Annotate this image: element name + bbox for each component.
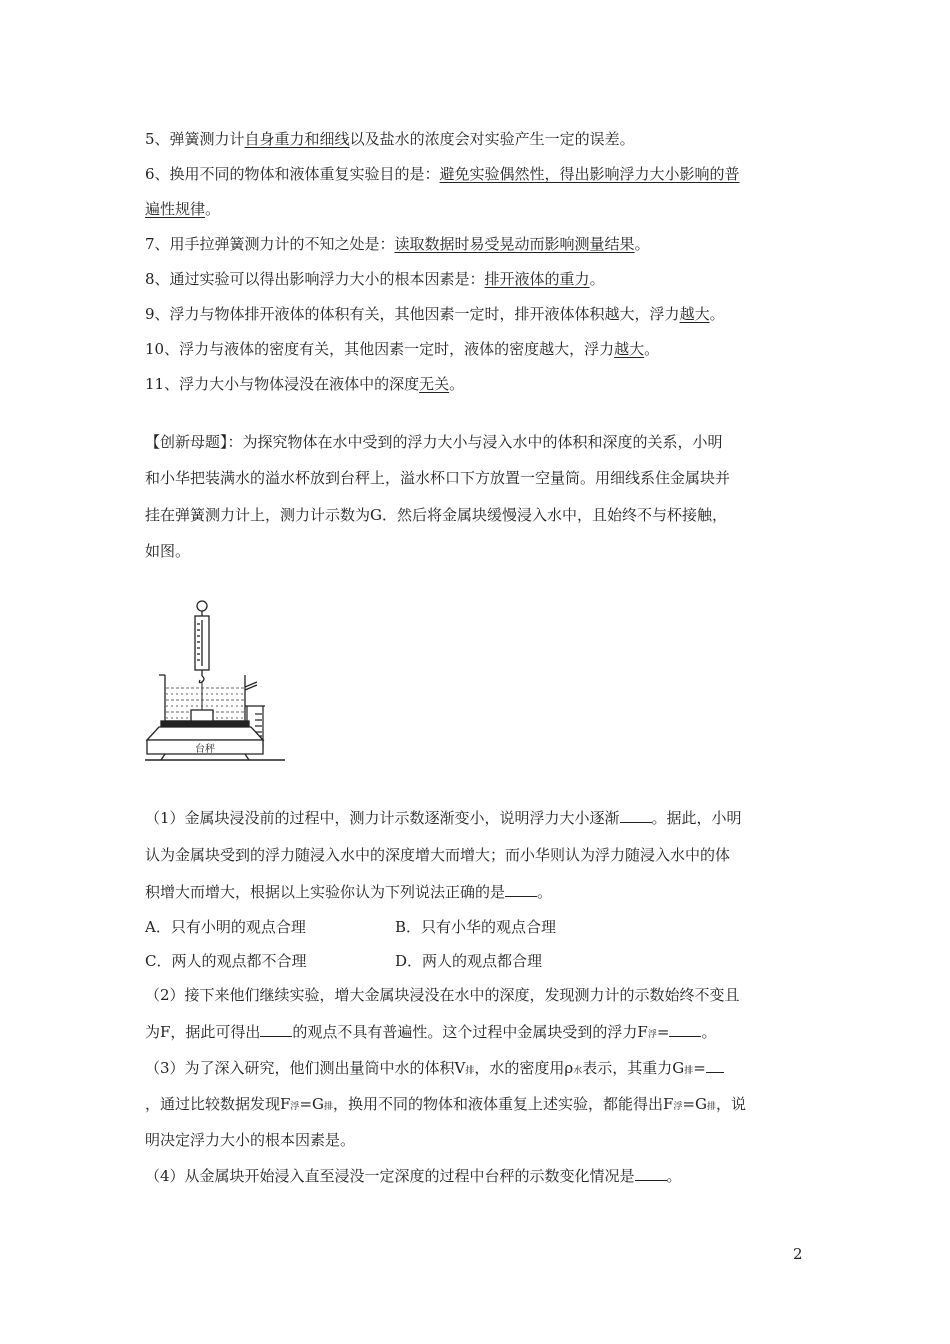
- answer-blank[interactable]: [505, 882, 537, 897]
- answer-blank[interactable]: [260, 1022, 292, 1037]
- answer-underline: 越大: [614, 340, 645, 358]
- problem-line-3: 挂在弹簧测力计上，测力计示数为G．然后将金属块缓慢浸入水中，且始终不与杯接触，: [145, 506, 727, 524]
- q1-line-1: （1）金属块浸没前的过程中，测力计示数逐渐变小，说明浮力大小逐渐 。据此，小明: [145, 809, 742, 827]
- line-11: 11、浮力大小与物体浸没在液体中的深度无关。: [145, 375, 465, 393]
- answer-underline: 无关: [419, 375, 450, 393]
- line-5: 5、弹簧测力计自身重力和细线以及盐水的浓度会对实验产生一定的误差。: [145, 130, 635, 148]
- line-6: 6、换用不同的物体和液体重复实验目的是：避免实验偶然性，得出影响浮力大小影响的普: [145, 165, 740, 183]
- answer-underline: 避免实验偶然性，得出影响浮力大小影响的普: [439, 165, 740, 183]
- answer-underline: 越大: [679, 305, 710, 323]
- answer-blank[interactable]: [635, 1166, 667, 1181]
- answer-underline: 读取数据时易受晃动而影响测量结果: [394, 235, 635, 253]
- spring-scale-icon: [195, 601, 209, 683]
- line-7: 7、用手拉弹簧测力计的不知之处是：读取数据时易受晃动而影响测量结果。: [145, 235, 650, 253]
- answer-blank[interactable]: [669, 1022, 701, 1037]
- q1-line-2: 认为金属块受到的浮力随浸入水中的深度增大而增大；而小华则认为浮力随浸入水中的体: [145, 846, 731, 864]
- answer-blank[interactable]: [620, 808, 652, 823]
- q2-line-2: 为F，据此可得出 的观点不具有普遍性。这个过程中金属块受到的浮力F浮= 。: [145, 1023, 717, 1041]
- line-6-cont: 遍性规律。: [145, 200, 221, 218]
- answer-underline: 自身重力和细线: [244, 130, 350, 148]
- option-b[interactable]: B．只有小华的观点合理: [395, 918, 557, 936]
- scale-label: 台秤: [195, 744, 215, 755]
- q1-line-3: 积增大而增大，根据以上实验你认为下列说法正确的是 。: [145, 883, 553, 901]
- page-number: 2: [793, 1245, 803, 1263]
- line-9: 9、浮力与物体排开液体的体积有关，其他因素一定时，排开液体体积越大，浮力越大。: [145, 305, 725, 323]
- option-d[interactable]: D．两人的观点都合理: [395, 952, 543, 970]
- line-8: 8、通过实验可以得出影响浮力大小的根本因素是：排开液体的重力。: [145, 270, 605, 288]
- problem-line-2: 和小华把装满水的溢水杯放到台秤上，溢水杯口下方放置一空量筒。用细线系住金属块并: [145, 469, 731, 487]
- answer-underline: 遍性规律: [145, 200, 206, 218]
- option-c[interactable]: C．两人的观点都不合理: [145, 952, 307, 970]
- scale-base-icon: [145, 721, 285, 760]
- line-10: 10、浮力与液体的密度有关，其他因素一定时，液体的密度越大，浮力越大。: [145, 340, 660, 358]
- answer-blank[interactable]: [706, 1058, 724, 1073]
- problem-line-1: 【创新母题】：为探究物体在水中受到的浮力大小与浸入水中的体积和深度的关系，小明: [145, 433, 723, 451]
- q3-line-3: 明决定浮力大小的根本因素是。: [145, 1131, 356, 1149]
- answer-underline: 排开液体的重力: [484, 270, 590, 288]
- experiment-diagram: [145, 590, 290, 775]
- q4-line-1: （4）从金属块开始浸入直至浸没一定深度的过程中台秤的示数变化情况是 。: [145, 1167, 682, 1185]
- q2-line-1: （2）接下来他们继续实验，增大金属块浸没在水中的深度，发现测力计的示数始终不变且: [145, 986, 740, 1004]
- q3-line-1: （3）为了深入研究，他们测出量筒中水的体积V排，水的密度用ρ水表示，其重力G排=: [145, 1058, 810, 1081]
- problem-line-4: 如图。: [145, 542, 191, 560]
- q3-line-2: ，通过比较数据发现F浮=G排，换用不同的物体和液体重复上述实验，都能得出F浮=G排，说: [145, 1095, 747, 1113]
- experiment-figure: [145, 590, 290, 779]
- option-a[interactable]: A．只有小明的观点合理: [145, 918, 306, 936]
